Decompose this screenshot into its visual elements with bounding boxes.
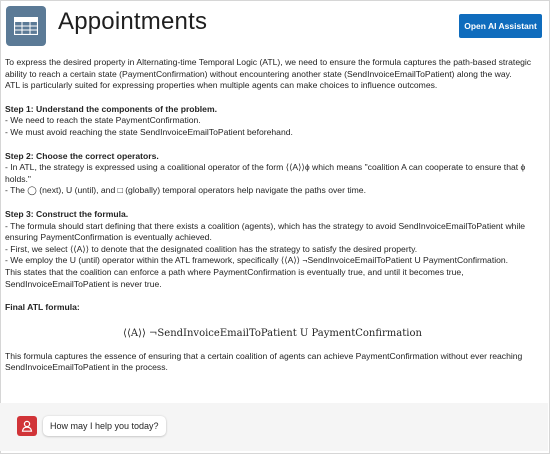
page-title: Appointments xyxy=(58,8,208,35)
final-formula-title: Final ATL formula: xyxy=(5,302,80,313)
step-1-line: - We need to reach the state PaymentConfirmation. xyxy=(5,115,201,126)
step-3-line: - The formula should start defining that there exists a coalition (agents), which has the strategy to avoid SendInvoiceEmailToPatient while ensuring PaymentConfirmation is eventually achieved. xyxy=(5,220,526,243)
open-ai-assistant-button[interactable]: Open AI Assistant xyxy=(459,14,542,38)
final-formula: ⟨⟨A⟩⟩ ¬SendInvoiceEmailToPatient U PaymentConfirmation xyxy=(123,327,422,339)
intro-paragraph: To express the desired property in Alternating-time Temporal Logic (ATL), we need to ensure the formula captures the path-based strategic ability to reach a certain state (PaymentConfirmation) without encountering another state (SendInvoiceEmailToPatient) along the way. xyxy=(5,57,532,79)
step-3-line: - First, we select ⟨⟨A⟩⟩ to denote that the designated coalition has the strategy to satisfy the desired property. xyxy=(5,243,418,254)
chat-prompt-bubble[interactable]: How may I help you today? xyxy=(43,416,166,436)
bot-avatar xyxy=(17,416,37,436)
step-1-line: - We must avoid reaching the state SendInvoiceEmailToPatient beforehand. xyxy=(5,126,293,137)
step-2-line: - In ATL, the strategy is expressed using a coalitional operator of the form ⟨⟨A⟩⟩ϕ which means "coalition A can cooperate to ensure that ϕ holds." xyxy=(5,162,526,184)
step-2-title: Step 2: Choose the correct operators. xyxy=(5,150,159,161)
app-header xyxy=(0,0,550,52)
step-2-line: - The ◯ (next), U (until), and □ (globally) temporal operators help navigate the paths over time. xyxy=(5,185,366,196)
step-3-title: Step 3: Construct the formula. xyxy=(5,208,129,219)
bot-icon xyxy=(21,420,33,432)
intro-paragraph: ATL is particularly suited for expressing properties when multiple agents can make choices to influence outcomes. xyxy=(5,80,438,91)
step-1-title: Step 1: Understand the components of the problem. xyxy=(5,103,217,114)
conclusion-paragraph: This formula captures the essence of ensuring that a certain coalition of agents can achieve PaymentConfirmation without ever reaching SendInvoiceEmailToPatient in the process. xyxy=(5,350,523,373)
app-icon xyxy=(6,6,46,46)
step-3-line: This states that the coalition can enforce a path where PaymentConfirmation is eventually true, and until it becomes true, SendInvoiceEmailToPatient is never true. xyxy=(5,266,464,289)
step-3-line: - We employ the U (until) operator within the ATL framework, specifically ⟨⟨A⟩⟩ ¬SendInvoiceEmailToPatient U PaymentConfirmation. xyxy=(5,255,509,266)
assistant-response xyxy=(5,57,540,407)
table-icon xyxy=(14,17,38,35)
